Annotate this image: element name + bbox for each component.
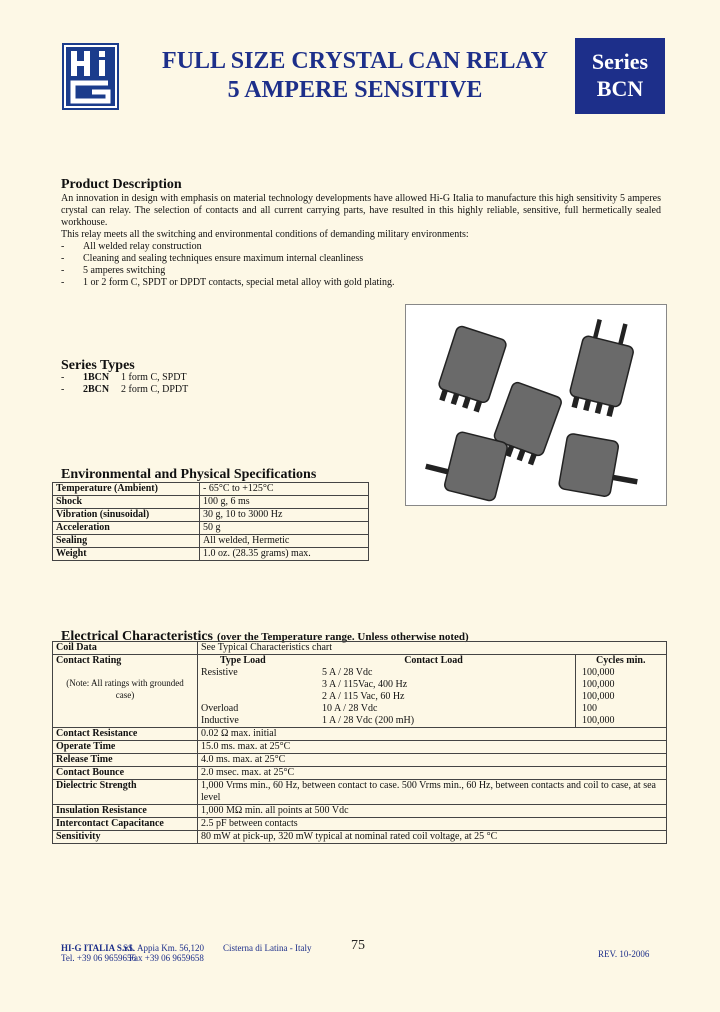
- page-number: 75: [351, 938, 365, 953]
- series-types: [61, 360, 188, 396]
- electrical-heading-note: (over the Temperature range. Unless otherwise noted): [217, 631, 469, 643]
- table-row: Vibration (sinusoidal) 30 g, 10 to 3000 Hz: [53, 509, 369, 522]
- environmental-heading: Environmental and Physical Specifications: [61, 467, 317, 482]
- series-code: BCN: [596, 76, 644, 101]
- table-row: Operate Time 15.0 ms. max. at 25°C: [53, 741, 667, 754]
- table-row: Intercontact Capacitance 2.5 pF between contacts: [53, 818, 667, 831]
- footer-company: HI-G ITALIA S.r.l.: [61, 943, 135, 953]
- table-row: Inductive 1 A / 28 Vdc (200 mH) 100,000: [198, 715, 666, 727]
- series-badge: [575, 38, 665, 114]
- table-row: Overload 10 A / 28 Vdc 100: [198, 703, 666, 715]
- footer-city: Cisterna di Latina - Italy: [223, 943, 312, 953]
- title-line-2: 5 AMPERE SENSITIVE: [227, 77, 483, 103]
- table-row: Sealing All welded, Hermetic: [53, 535, 369, 548]
- footer-tel: Tel. +39 06 9659656: [61, 953, 136, 963]
- table-row: Weight 1.0 oz. (28.35 grams) max.: [53, 548, 369, 561]
- contact-rating-label: Contact Rating: [56, 655, 122, 666]
- table-row: 2 A / 115 Vac, 60 Hz 100,000: [198, 691, 666, 703]
- footer-revision: REV. 10-2006: [598, 949, 650, 959]
- description-intro-2: This relay meets all the switching and environmental conditions of demanding military environments:: [61, 229, 469, 240]
- table-row: Resistive 5 A / 28 Vdc 100,000: [198, 667, 666, 679]
- contact-rating-note: (Note: All ratings with grounded case): [66, 678, 184, 700]
- table-row: Dielectric Strength 1,000 Vrms min., 60 Hz, between contact to case. 500 Vrms min., 60 Hz, between contacts and coil to case, at sea level: [53, 780, 667, 805]
- footer-fax: Fax +39 06 9659658: [129, 953, 204, 963]
- table-row: 3 A / 115Vac, 400 Hz 100,000: [198, 679, 666, 691]
- page-title: [140, 47, 570, 105]
- table-row: Temperature (Ambient) - 65°C to +125°C: [53, 483, 369, 496]
- list-item: - 5 amperes switching: [61, 265, 166, 276]
- table-row: Acceleration 50 g: [53, 522, 369, 535]
- table-row: Contact Bounce 2.0 msec. max. at 25°C: [53, 767, 667, 780]
- list-item: - 2BCN 2 form C, DPDT: [61, 384, 189, 395]
- hi-g-logo-graphic: [62, 43, 119, 110]
- table-row: Contact Resistance 0.02 Ω max. initial: [53, 728, 667, 741]
- table-row: Release Time 4.0 ms. max. at 25°C: [53, 754, 667, 767]
- product-description-heading: Product Description: [61, 177, 182, 192]
- electrical-table: [52, 641, 667, 844]
- product-description: [61, 193, 661, 289]
- relay-product-photo: [405, 304, 667, 506]
- series-label: Series: [591, 49, 649, 74]
- table-row: Type Load Contact Load Cycles min.: [198, 655, 666, 667]
- description-intro: An innovation in design with emphasis on material technology developments have allowed Hi-G Italia to manufacture this high sensitivity 5 amperes crystal can relay. The selection of contacts and all current carrying parts, have resulted in this highly reliable, sensitive, full hermetically sealed workhouse.: [61, 193, 661, 228]
- environmental-table: [52, 482, 369, 561]
- table-row: Shock 100 g, 6 ms: [53, 496, 369, 509]
- list-item: - 1BCN 1 form C, SPDT: [61, 372, 187, 383]
- list-item: - 1 or 2 form C, SPDT or DPDT contacts, special metal alloy with gold plating.: [61, 277, 395, 288]
- table-row: Coil Data See Typical Characteristics chart: [53, 642, 667, 655]
- table-row: Insulation Resistance 1,000 MΩ min. all points at 500 Vdc: [53, 805, 667, 818]
- list-item: - All welded relay construction: [61, 241, 202, 252]
- series-types-heading: Series Types: [61, 358, 135, 373]
- footer-address: SS. Appia Km. 56,120: [123, 943, 205, 953]
- electrical-heading: Electrical Characteristics (over the Temperature range. Unless otherwise noted): [61, 629, 469, 644]
- table-row: Sensitivity 80 mW at pick-up, 320 mW typical at nominal rated coil voltage, at 25 °C: [53, 831, 667, 844]
- contact-rating-table: [198, 655, 666, 727]
- list-item: - Cleaning and sealing techniques ensure maximum internal cleanliness: [61, 253, 364, 264]
- table-row: [53, 655, 667, 728]
- hi-g-logo: [62, 43, 119, 110]
- title-line-1: FULL SIZE CRYSTAL CAN RELAY: [162, 48, 548, 74]
- relay-photo-graphic: [406, 305, 666, 505]
